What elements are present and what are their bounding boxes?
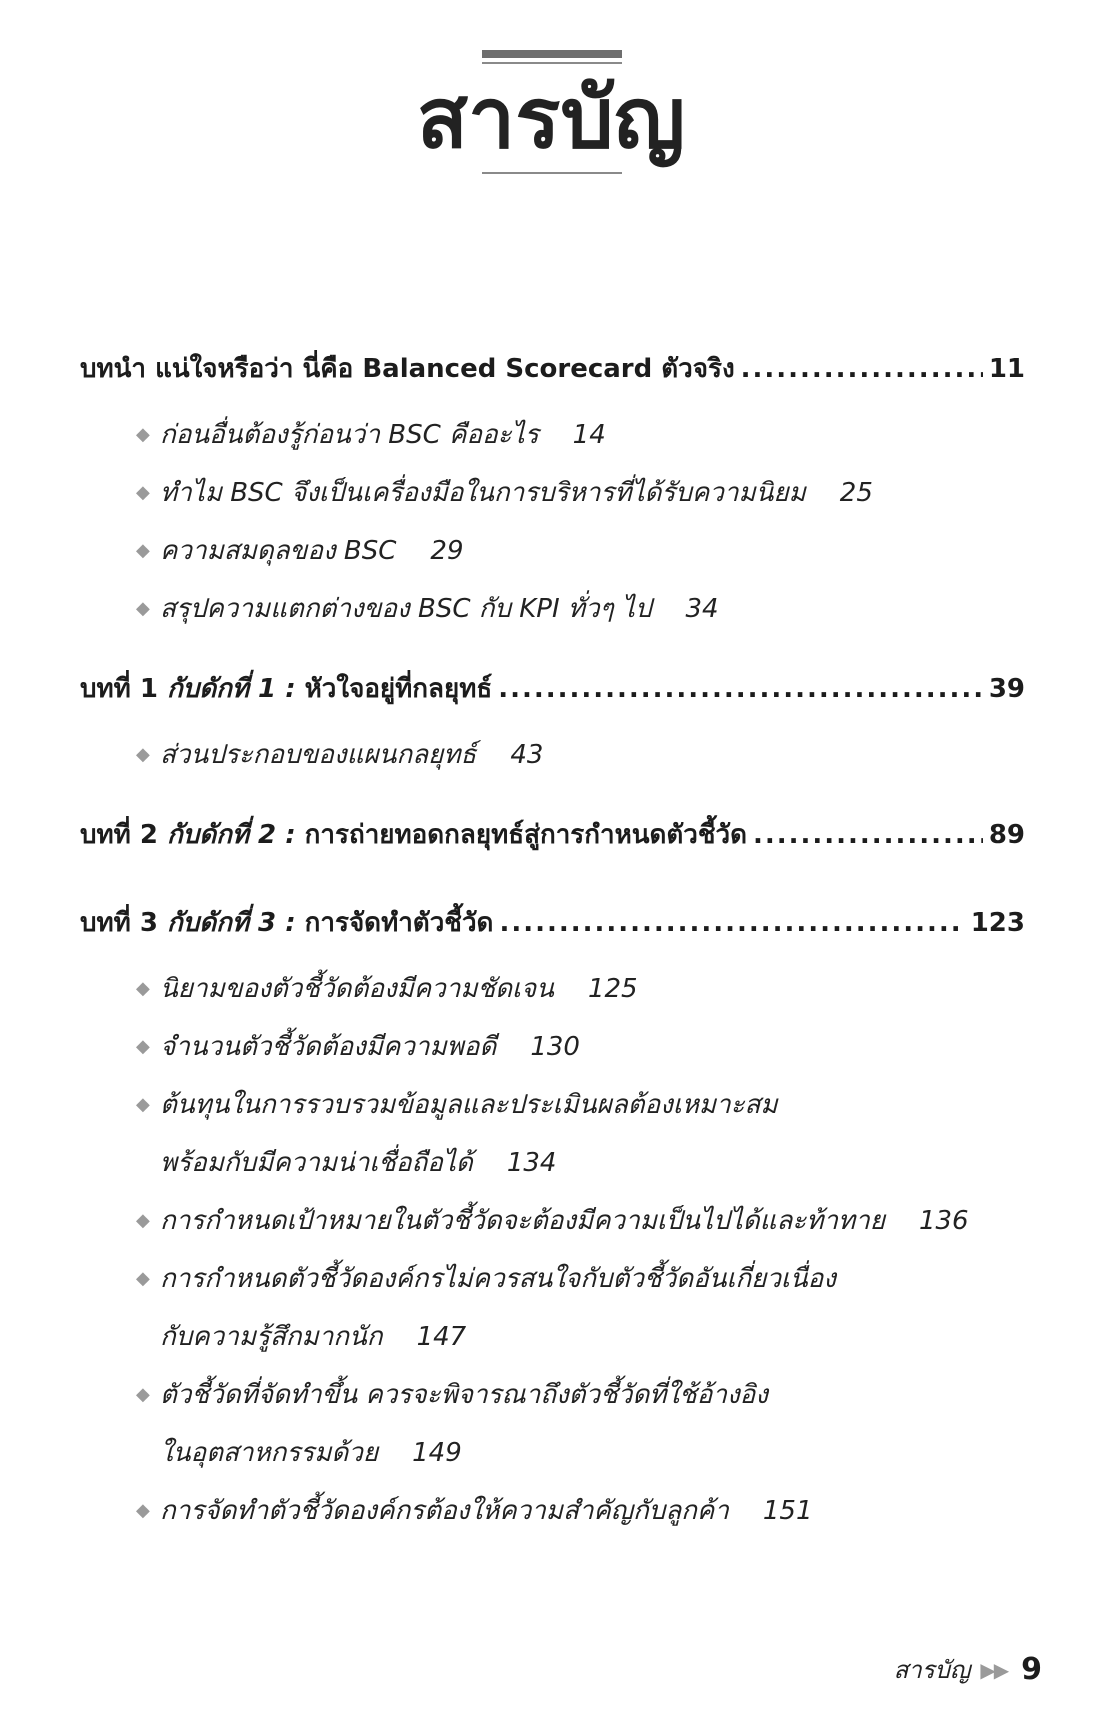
- chapter-page-number: 123: [970, 908, 1025, 938]
- toc-entry-list: [80, 406, 1025, 638]
- entry-text: ความสมดุลของ BSC: [160, 536, 397, 566]
- entry-text: สรุปความแตกต่างของ BSC กับ KPI ทั่วๆ ไป: [160, 594, 652, 624]
- running-footer-label: สารบัญ: [893, 1656, 971, 1684]
- entry-text-line2: ในอุตสาหกรรมด้วย: [160, 1438, 379, 1468]
- diamond-bullet-icon: ◆: [136, 744, 150, 765]
- diamond-bullet-icon: ◆: [136, 482, 150, 503]
- title-block: [0, 46, 1102, 186]
- page-number: 9: [1021, 1652, 1042, 1687]
- chapter-title: [80, 348, 735, 389]
- chapter-page-number: 11: [988, 354, 1025, 384]
- chapter-label: บทนำ แน่ใจหรือว่า นี่คือ Balanced Scorecard ตัวจริง: [80, 354, 735, 384]
- entry-text: การจัดทำตัวชี้วัดองค์กรต้องให้ความสำคัญกับลูกค้า: [160, 1496, 729, 1526]
- page-footer: [894, 1650, 1042, 1689]
- diamond-bullet-icon: ◆: [136, 1036, 150, 1057]
- toc-entry-list: [80, 726, 1025, 784]
- chapter-title: [80, 668, 492, 709]
- chapter-page-number: 39: [988, 674, 1025, 704]
- entry-page-number: 134: [506, 1148, 557, 1178]
- toc-entry: [80, 1018, 1025, 1076]
- entry-page-number: 147: [416, 1322, 467, 1352]
- toc-entry: [80, 726, 1025, 784]
- chapter-title: [80, 902, 493, 943]
- chapter-trap-label: กับดักที่ 2 :: [166, 820, 296, 850]
- entry-text: จำนวนตัวชี้วัดต้องมีความพอดี: [160, 1032, 497, 1062]
- toc-entry: [80, 960, 1025, 1018]
- chapter-subject: หัวใจอยู่ที่กลยุทธ์: [295, 674, 493, 704]
- entry-text: การกำหนดตัวชี้วัดองค์กรไม่ควรสนใจกับตัวชี้วัดอันเกี่ยวเนื่อง: [160, 1264, 836, 1294]
- toc-entry: [80, 406, 1025, 464]
- toc-entry: [80, 1250, 1025, 1366]
- toc-entry: [80, 1482, 1025, 1540]
- chapter-subject: การถ่ายทอดกลยุทธ์สู่การกำหนดตัวชี้วัด: [295, 820, 748, 850]
- toc-entry: [80, 464, 1025, 522]
- entry-page-number: 130: [530, 1032, 580, 1062]
- diamond-bullet-icon: ◆: [136, 1094, 150, 1115]
- toc-chapter: [80, 902, 1025, 960]
- diamond-bullet-icon: ◆: [136, 1210, 150, 1231]
- toc-chapter: [80, 348, 1025, 406]
- entry-text: ส่วนประกอบของแผนกลยุทธ์: [160, 740, 477, 770]
- entry-text: ตัวชี้วัดที่จัดทำขึ้น ควรจะพิจารณาถึงตัวชี้วัดที่ใช้อ้างอิง: [160, 1380, 768, 1410]
- title-decoration-bar: [482, 50, 622, 58]
- title-decoration-line: [482, 62, 622, 64]
- dot-leader: [498, 674, 983, 704]
- diamond-bullet-icon: ◆: [136, 540, 150, 561]
- entry-text: นิยามของตัวชี้วัดต้องมีความชัดเจน: [160, 974, 554, 1004]
- diamond-bullet-icon: ◆: [136, 424, 150, 445]
- double-arrow-icon: ▶▶: [980, 1657, 1008, 1682]
- chapter-page-number: 89: [988, 820, 1025, 850]
- diamond-bullet-icon: ◆: [136, 978, 150, 999]
- chapter-subject: การจัดทำตัวชี้วัด: [295, 908, 494, 938]
- chapter-trap-label: กับดักที่ 1 :: [166, 674, 296, 704]
- page-title: สารบัญ: [416, 69, 686, 167]
- entry-page-number: 43: [510, 740, 544, 770]
- toc-chapter: [80, 668, 1025, 726]
- entry-text: ต้นทุนในการรวบรวมข้อมูลและประเมินผลต้องเหมาะสม: [160, 1090, 778, 1120]
- entry-text-continued: [160, 1134, 1025, 1192]
- toc-entry: [80, 522, 1025, 580]
- entry-text: ก่อนอื่นต้องรู้ก่อนว่า BSC คืออะไร: [160, 420, 539, 450]
- entry-page-number: 14: [572, 420, 606, 450]
- dot-leader: [499, 908, 964, 938]
- entry-text-continued: [160, 1424, 1025, 1482]
- entry-text-line2: พร้อมกับมีความน่าเชื่อถือได้: [160, 1148, 473, 1178]
- table-of-contents: [80, 348, 1025, 1540]
- entry-text-line2: กับความรู้สึกมากนัก: [160, 1322, 383, 1352]
- toc-chapter: [80, 814, 1025, 872]
- entry-text-continued: [160, 1308, 1025, 1366]
- diamond-bullet-icon: ◆: [136, 1500, 150, 1521]
- chapter-title: [80, 814, 747, 855]
- chapter-label: บทที่ 1: [80, 674, 167, 704]
- entry-page-number: 151: [762, 1496, 813, 1526]
- entry-page-number: 34: [685, 594, 719, 624]
- dot-leader: [753, 820, 983, 850]
- entry-page-number: 29: [430, 536, 464, 566]
- entry-page-number: 25: [839, 478, 873, 508]
- diamond-bullet-icon: ◆: [136, 1384, 150, 1405]
- toc-entry: [80, 1076, 1025, 1192]
- chapter-label: บทที่ 3: [80, 908, 167, 938]
- entry-text: ทำไม BSC จึงเป็นเครื่องมือในการบริหารที่ได้รับความนิยม: [160, 478, 806, 508]
- toc-entry: [80, 580, 1025, 638]
- diamond-bullet-icon: ◆: [136, 598, 150, 619]
- entry-page-number: 149: [412, 1438, 462, 1468]
- toc-entry: [80, 1366, 1025, 1482]
- diamond-bullet-icon: ◆: [136, 1268, 150, 1289]
- entry-page-number: 125: [587, 974, 638, 1004]
- toc-entry-list: [80, 960, 1025, 1540]
- entry-page-number: 136: [918, 1206, 969, 1236]
- chapter-trap-label: กับดักที่ 3 :: [166, 908, 296, 938]
- toc-entry: [80, 1192, 1025, 1250]
- title-underline: [482, 172, 622, 174]
- entry-text: การกำหนดเป้าหมายในตัวชี้วัดจะต้องมีความเป็นไปได้และท้าทาย: [160, 1206, 885, 1236]
- chapter-label: บทที่ 2: [80, 820, 167, 850]
- dot-leader: [741, 354, 983, 384]
